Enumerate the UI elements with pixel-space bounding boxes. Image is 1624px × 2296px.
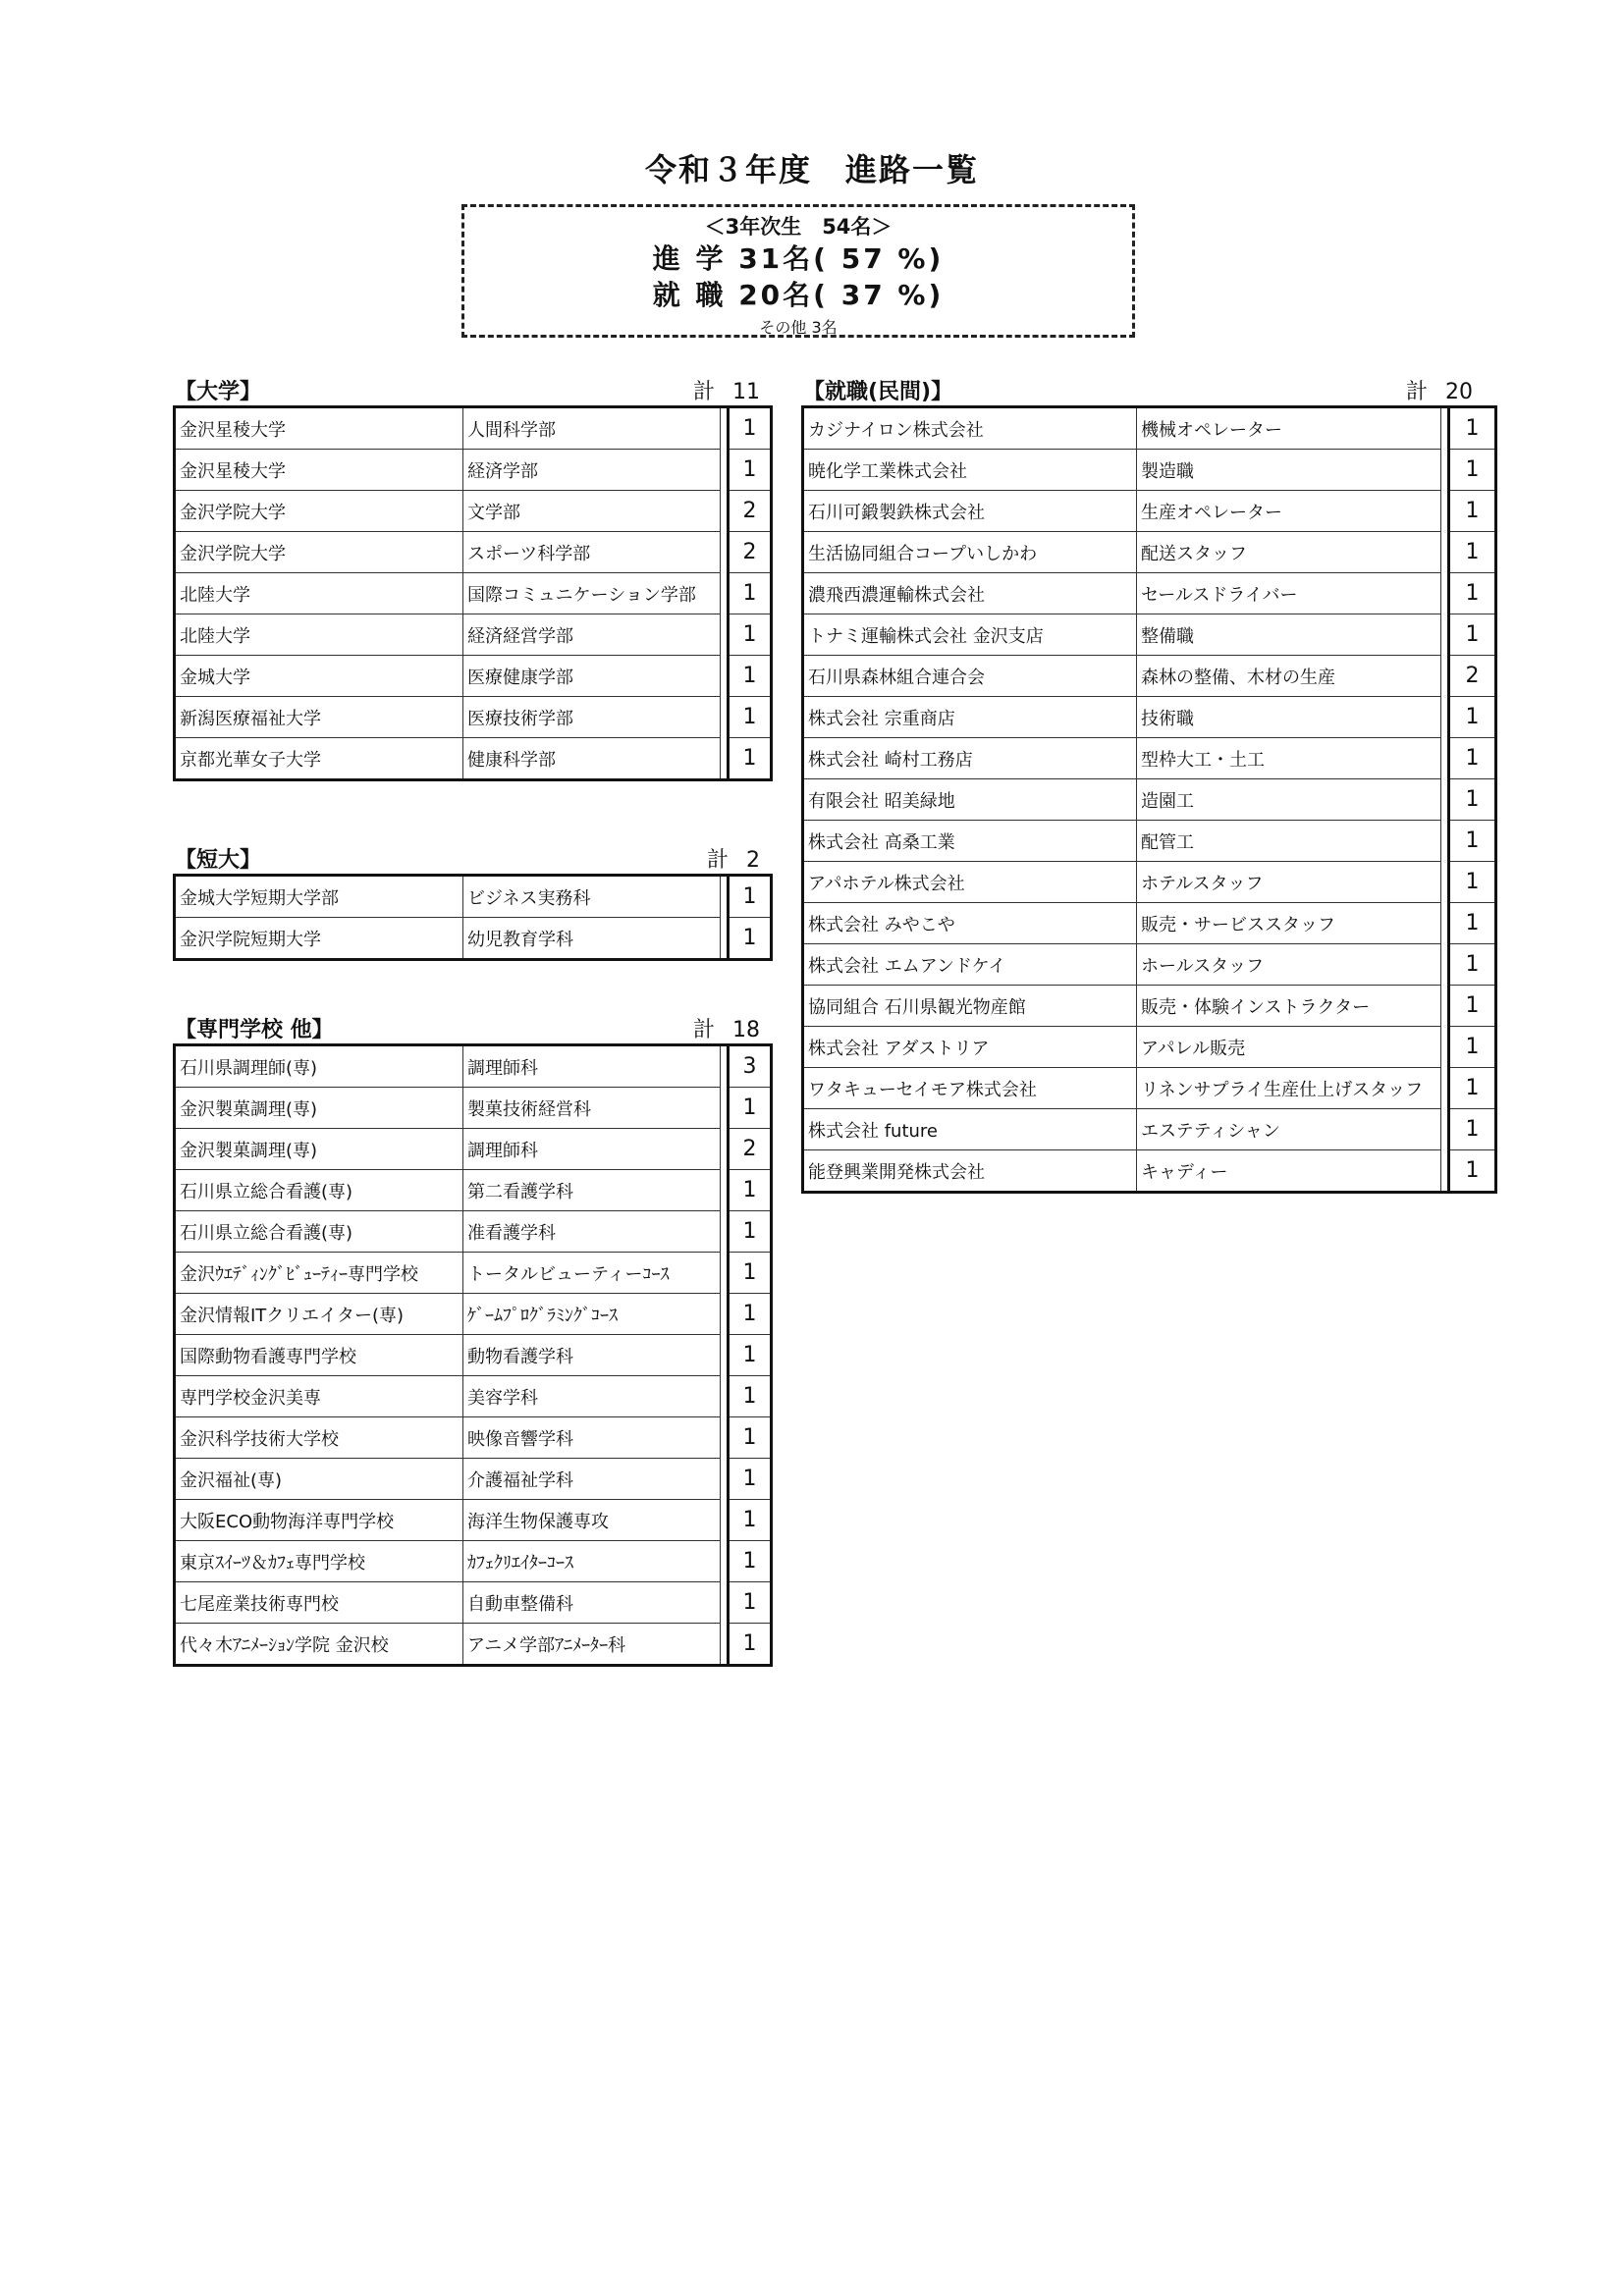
company-cell: 株式会社 future — [803, 1109, 1137, 1150]
count-cell: 1 — [729, 1541, 772, 1582]
school-cell: 大阪ECO動物海洋専門学校 — [175, 1500, 463, 1541]
spacer-cell — [1441, 1150, 1449, 1193]
spacer-cell — [721, 1624, 729, 1666]
school-cell: 金沢星稜大学 — [175, 450, 463, 491]
count-cell: 1 — [729, 918, 772, 960]
count-cell: 1 — [1449, 491, 1496, 532]
company-cell: 株式会社 エムアンドケイ — [803, 944, 1137, 986]
spacer-cell — [721, 697, 729, 738]
spacer-cell — [721, 1459, 729, 1500]
dept-cell: 人間科学部 — [463, 407, 721, 450]
school-cell: 専門学校金沢美専 — [175, 1376, 463, 1417]
spacer-cell — [1441, 779, 1449, 821]
table-row — [175, 1294, 772, 1335]
table-row — [175, 738, 772, 780]
school-cell: 石川県立総合看護(専) — [175, 1211, 463, 1253]
school-cell: 金沢福祉(専) — [175, 1459, 463, 1500]
dept-cell: 文学部 — [463, 491, 721, 532]
table-row — [175, 918, 772, 960]
spacer-cell — [1441, 656, 1449, 697]
count-cell: 1 — [729, 738, 772, 780]
spacer-cell — [721, 876, 729, 918]
school-cell: 金沢星稜大学 — [175, 407, 463, 450]
dept-cell: 医療健康学部 — [463, 656, 721, 697]
spacer-cell — [721, 1335, 729, 1376]
school-cell: 金城大学 — [175, 656, 463, 697]
table-row — [175, 1211, 772, 1253]
vocational-total: 計 18 — [692, 1018, 760, 1042]
count-cell: 1 — [1449, 1150, 1496, 1193]
table-row — [803, 986, 1496, 1027]
spacer-cell — [1441, 986, 1449, 1027]
table-row — [175, 1170, 772, 1211]
count-cell: 1 — [1449, 573, 1496, 614]
school-cell: 金沢科学技術大学校 — [175, 1417, 463, 1459]
school-cell: 金沢製菓調理(専) — [175, 1088, 463, 1129]
job-cell: 配送スタッフ — [1137, 532, 1441, 573]
company-cell: トナミ運輸株式会社 金沢支店 — [803, 614, 1137, 656]
count-cell: 2 — [729, 532, 772, 573]
count-cell: 1 — [729, 1088, 772, 1129]
table-row — [803, 944, 1496, 986]
school-cell: 金沢学院短期大学 — [175, 918, 463, 960]
summary-shingaku: 進 学 31名( 57 %) — [652, 242, 945, 275]
spacer-cell — [1441, 614, 1449, 656]
count-cell: 1 — [729, 656, 772, 697]
table-row — [175, 407, 772, 450]
university-heading: 【大学】 — [175, 380, 262, 404]
dept-cell: ビジネス実務科 — [463, 876, 721, 918]
spacer-cell — [1441, 573, 1449, 614]
summary-cohort: ＜3年次生 54名＞ — [704, 215, 893, 239]
spacer-cell — [721, 532, 729, 573]
company-cell: 株式会社 宗重商店 — [803, 697, 1137, 738]
job-cell: セールスドライバー — [1137, 573, 1441, 614]
table-row — [175, 1129, 772, 1170]
dept-cell: 調理師科 — [463, 1045, 721, 1088]
school-cell: 代々木ｱﾆﾒｰｼｮﾝ学院 金沢校 — [175, 1624, 463, 1666]
spacer-cell — [1441, 407, 1449, 450]
job-cell: 造園工 — [1137, 779, 1441, 821]
table-row — [175, 876, 772, 918]
count-cell: 1 — [729, 573, 772, 614]
spacer-cell — [721, 918, 729, 960]
spacer-cell — [721, 450, 729, 491]
count-cell: 1 — [729, 1253, 772, 1294]
spacer-cell — [721, 656, 729, 697]
job-cell: リネンサプライ生産仕上げスタッフ — [1137, 1068, 1441, 1109]
spacer-cell — [721, 1253, 729, 1294]
school-cell: 東京ｽｲｰﾂ＆ｶﾌｪ専門学校 — [175, 1541, 463, 1582]
dept-cell: 健康科学部 — [463, 738, 721, 780]
table-row — [803, 491, 1496, 532]
count-cell: 1 — [729, 407, 772, 450]
count-cell: 1 — [729, 876, 772, 918]
company-cell: 株式会社 アダストリア — [803, 1027, 1137, 1068]
page-title: 令和３年度 進路一覧 — [644, 151, 979, 188]
table-row — [803, 821, 1496, 862]
company-cell: 濃飛西濃運輸株式会社 — [803, 573, 1137, 614]
count-cell: 1 — [729, 1582, 772, 1624]
count-cell: 1 — [729, 450, 772, 491]
junior-college-heading: 【短大】 — [175, 848, 262, 873]
dept-cell: 介護福祉学科 — [463, 1459, 721, 1500]
spacer-cell — [721, 573, 729, 614]
employment-table — [801, 405, 1497, 1194]
spacer-cell — [1441, 450, 1449, 491]
company-cell: 石川県森林組合連合会 — [803, 656, 1137, 697]
company-cell: 生活協同組合コープいしかわ — [803, 532, 1137, 573]
count-cell: 1 — [729, 1459, 772, 1500]
spacer-cell — [1441, 491, 1449, 532]
table-row — [175, 1500, 772, 1541]
count-cell: 1 — [729, 1500, 772, 1541]
spacer-cell — [721, 1417, 729, 1459]
job-cell: ホテルスタッフ — [1137, 862, 1441, 903]
table-row — [803, 903, 1496, 944]
job-cell: 販売・サービススタッフ — [1137, 903, 1441, 944]
vocational-header — [175, 1014, 768, 1043]
employment-total: 計 20 — [1405, 380, 1473, 404]
spacer-cell — [1441, 1027, 1449, 1068]
dept-cell: 第二看護学科 — [463, 1170, 721, 1211]
school-cell: 金沢学院大学 — [175, 532, 463, 573]
spacer-cell — [721, 1500, 729, 1541]
count-cell: 1 — [1449, 986, 1496, 1027]
job-cell: 型枠大工・土工 — [1137, 738, 1441, 779]
table-row — [803, 450, 1496, 491]
table-row — [803, 1068, 1496, 1109]
count-cell: 1 — [729, 1211, 772, 1253]
table-row — [803, 614, 1496, 656]
company-cell: 協同組合 石川県観光物産館 — [803, 986, 1137, 1027]
company-cell: 株式会社 みやこや — [803, 903, 1137, 944]
table-row — [803, 573, 1496, 614]
school-cell: 金沢学院大学 — [175, 491, 463, 532]
count-cell: 1 — [1449, 450, 1496, 491]
junior-college-table — [173, 874, 773, 961]
count-cell: 1 — [1449, 1068, 1496, 1109]
school-cell: 石川県立総合看護(専) — [175, 1170, 463, 1211]
job-cell: エステティシャン — [1137, 1109, 1441, 1150]
dept-cell: 准看護学科 — [463, 1211, 721, 1253]
table-row — [175, 573, 772, 614]
table-row — [175, 1624, 772, 1666]
spacer-cell — [1441, 821, 1449, 862]
dept-cell: 自動車整備科 — [463, 1582, 721, 1624]
dept-cell: アニメ学部ｱﾆﾒｰﾀｰ科 — [463, 1624, 721, 1666]
job-cell: 整備職 — [1137, 614, 1441, 656]
table-row — [803, 862, 1496, 903]
count-cell: 1 — [1449, 944, 1496, 986]
company-cell: 株式会社 崎村工務店 — [803, 738, 1137, 779]
spacer-cell — [721, 1170, 729, 1211]
spacer-cell — [721, 407, 729, 450]
summary-other: その他 3名 — [759, 318, 838, 337]
count-cell: 2 — [729, 1129, 772, 1170]
spacer-cell — [1441, 697, 1449, 738]
table-row — [175, 1582, 772, 1624]
count-cell: 1 — [729, 614, 772, 656]
count-cell: 1 — [729, 1417, 772, 1459]
spacer-cell — [1441, 1068, 1449, 1109]
vocational-heading: 【専門学校 他】 — [175, 1018, 334, 1042]
count-cell: 1 — [1449, 1109, 1496, 1150]
count-cell: 1 — [729, 697, 772, 738]
count-cell: 1 — [729, 1624, 772, 1666]
spacer-cell — [721, 491, 729, 532]
count-cell: 2 — [1449, 656, 1496, 697]
dept-cell: 幼児教育学科 — [463, 918, 721, 960]
company-cell: 能登興業開発株式会社 — [803, 1150, 1137, 1193]
school-cell: 新潟医療福祉大学 — [175, 697, 463, 738]
dept-cell: 製菓技術経営科 — [463, 1088, 721, 1129]
count-cell: 1 — [729, 1170, 772, 1211]
employment-heading: 【就職(民間)】 — [803, 380, 953, 404]
count-cell: 1 — [1449, 532, 1496, 573]
job-cell: 森林の整備、木材の生産 — [1137, 656, 1441, 697]
table-row — [175, 1088, 772, 1129]
count-cell: 3 — [729, 1045, 772, 1088]
spacer-cell — [721, 1582, 729, 1624]
table-row — [175, 614, 772, 656]
spacer-cell — [1441, 1109, 1449, 1150]
job-cell: アパレル販売 — [1137, 1027, 1441, 1068]
company-cell: アパホテル株式会社 — [803, 862, 1137, 903]
count-cell: 1 — [729, 1376, 772, 1417]
spacer-cell — [721, 614, 729, 656]
school-cell: 北陸大学 — [175, 573, 463, 614]
table-row — [803, 1150, 1496, 1193]
spacer-cell — [721, 1088, 729, 1129]
count-cell: 1 — [1449, 697, 1496, 738]
table-row — [175, 1541, 772, 1582]
dept-cell: スポーツ科学部 — [463, 532, 721, 573]
dept-cell: 医療技術学部 — [463, 697, 721, 738]
company-cell: 石川可鍛製鉄株式会社 — [803, 491, 1137, 532]
dept-cell: 動物看護学科 — [463, 1335, 721, 1376]
table-row — [175, 1045, 772, 1088]
table-row — [803, 697, 1496, 738]
job-cell: 生産オペレーター — [1137, 491, 1441, 532]
school-cell: 金沢ｳｴﾃﾞｨﾝｸﾞﾋﾞｭｰﾃｨｰ専門学校 — [175, 1253, 463, 1294]
table-row — [175, 1253, 772, 1294]
dept-cell: 海洋生物保護専攻 — [463, 1500, 721, 1541]
job-cell: 配管工 — [1137, 821, 1441, 862]
job-cell: ホールスタッフ — [1137, 944, 1441, 986]
dept-cell: 調理師科 — [463, 1129, 721, 1170]
count-cell: 1 — [1449, 862, 1496, 903]
school-cell: 北陸大学 — [175, 614, 463, 656]
job-cell: 販売・体験インストラクター — [1137, 986, 1441, 1027]
university-table — [173, 405, 773, 781]
count-cell: 1 — [1449, 407, 1496, 450]
spacer-cell — [721, 1045, 729, 1088]
table-row — [175, 1335, 772, 1376]
table-row — [803, 1109, 1496, 1150]
count-cell: 1 — [1449, 821, 1496, 862]
count-cell: 1 — [729, 1294, 772, 1335]
table-row — [175, 656, 772, 697]
count-cell: 1 — [1449, 779, 1496, 821]
dept-cell: 国際コミュニケーション学部 — [463, 573, 721, 614]
junior-college-header — [175, 844, 768, 874]
spacer-cell — [721, 1129, 729, 1170]
count-cell: 1 — [1449, 1027, 1496, 1068]
dept-cell: 経済経営学部 — [463, 614, 721, 656]
spacer-cell — [721, 1211, 729, 1253]
job-cell: 機械オペレーター — [1137, 407, 1441, 450]
company-cell: ワタキューセイモア株式会社 — [803, 1068, 1137, 1109]
spacer-cell — [721, 738, 729, 780]
spacer-cell — [721, 1376, 729, 1417]
table-row — [175, 1417, 772, 1459]
junior-college-total: 計 2 — [706, 848, 760, 873]
company-cell: 有限会社 昭美緑地 — [803, 779, 1137, 821]
count-cell: 2 — [729, 491, 772, 532]
spacer-cell — [1441, 862, 1449, 903]
count-cell: 1 — [1449, 903, 1496, 944]
school-cell: 金沢製菓調理(専) — [175, 1129, 463, 1170]
table-row — [803, 738, 1496, 779]
university-header — [175, 376, 768, 405]
table-row — [803, 532, 1496, 573]
company-cell: カジナイロン株式会社 — [803, 407, 1137, 450]
job-cell: キャディー — [1137, 1150, 1441, 1193]
table-row — [175, 450, 772, 491]
table-row — [803, 407, 1496, 450]
spacer-cell — [1441, 903, 1449, 944]
employment-header — [803, 376, 1481, 405]
table-row — [175, 697, 772, 738]
spacer-cell — [1441, 738, 1449, 779]
dept-cell: ｹﾞｰﾑﾌﾟﾛｸﾞﾗﾐﾝｸﾞｺｰｽ — [463, 1294, 721, 1335]
dept-cell: 美容学科 — [463, 1376, 721, 1417]
dept-cell: 映像音響学科 — [463, 1417, 721, 1459]
job-cell: 技術職 — [1137, 697, 1441, 738]
table-row — [175, 1459, 772, 1500]
table-row — [175, 532, 772, 573]
job-cell: 製造職 — [1137, 450, 1441, 491]
university-total: 計 11 — [692, 380, 760, 404]
school-cell: 石川県調理師(専) — [175, 1045, 463, 1088]
dept-cell: 経済学部 — [463, 450, 721, 491]
table-row — [175, 491, 772, 532]
spacer-cell — [721, 1294, 729, 1335]
school-cell: 金城大学短期大学部 — [175, 876, 463, 918]
company-cell: 暁化学工業株式会社 — [803, 450, 1137, 491]
dept-cell: トータルビューティーｺｰｽ — [463, 1253, 721, 1294]
count-cell: 1 — [729, 1335, 772, 1376]
summary-shushoku: 就 職 20名( 37 %) — [652, 279, 945, 311]
count-cell: 1 — [1449, 614, 1496, 656]
spacer-cell — [1441, 944, 1449, 986]
school-cell: 京都光華女子大学 — [175, 738, 463, 780]
spacer-cell — [721, 1541, 729, 1582]
table-row — [803, 779, 1496, 821]
table-row — [175, 1376, 772, 1417]
school-cell: 金沢情報ITクリエイター(専) — [175, 1294, 463, 1335]
table-row — [803, 656, 1496, 697]
summary-box — [461, 204, 1135, 338]
vocational-table — [173, 1043, 773, 1667]
dept-cell: ｶﾌｪｸﾘｴｲﾀｰｺｰｽ — [463, 1541, 721, 1582]
count-cell: 1 — [1449, 738, 1496, 779]
company-cell: 株式会社 高桑工業 — [803, 821, 1137, 862]
spacer-cell — [1441, 532, 1449, 573]
school-cell: 七尾産業技術専門校 — [175, 1582, 463, 1624]
school-cell: 国際動物看護専門学校 — [175, 1335, 463, 1376]
table-row — [803, 1027, 1496, 1068]
